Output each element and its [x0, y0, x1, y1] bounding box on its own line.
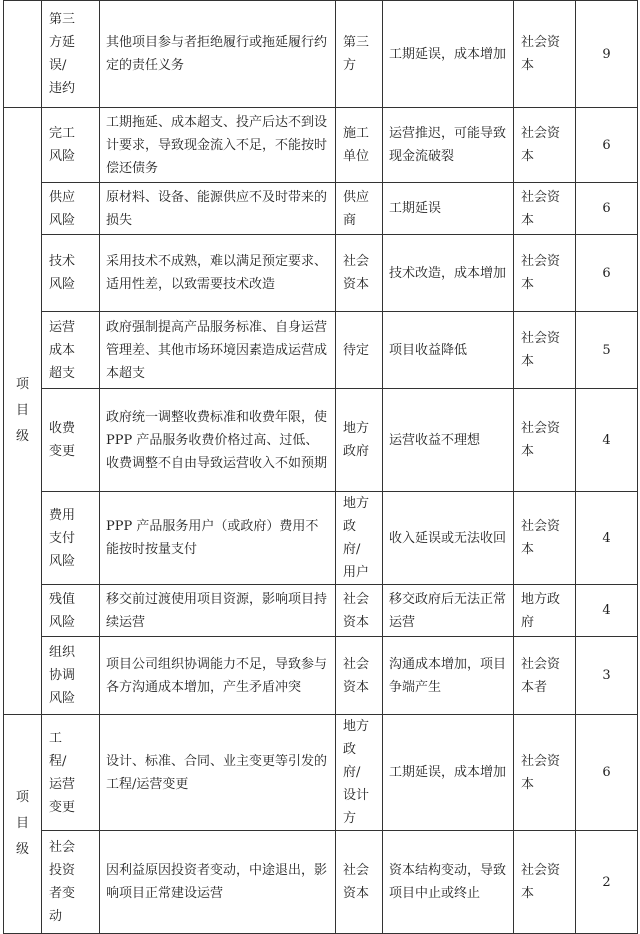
risk-description-cell: 项目公司组织协调能力不足，导致参与各方沟通成本增加，产生矛盾冲突: [100, 637, 336, 715]
table-row: [4, 108, 638, 183]
risk-bearer-cell: 社会资本: [514, 235, 576, 312]
level-cell: 项目级: [4, 108, 42, 715]
risk-bearer-cell: 社会资本: [514, 831, 576, 934]
impact-cell: 项目收益降低: [383, 312, 514, 389]
risk-description-cell: 采用技术不成熟，难以满足预定要求、适用性差，以致需要技术改造: [100, 235, 336, 312]
risk-score-cell: 4: [576, 389, 638, 492]
responsible-party-cell: 社会资本: [336, 235, 383, 312]
responsible-party-cell: 地方政府: [336, 389, 383, 492]
risk-description-cell: 政府强制提高产品服务标准、自身运营管理差、其他市场环境因素造成运营成本超支: [100, 312, 336, 389]
risk-score-cell: 3: [576, 637, 638, 715]
risk-score-cell: 6: [576, 235, 638, 312]
risk-bearer-cell: 社会资本: [514, 1, 576, 108]
risk-name-cell: 完工风险: [42, 108, 100, 183]
risk-name-cell: 第三方延误/违约: [42, 1, 100, 108]
risk-name-cell: 收费变更: [42, 389, 100, 492]
risk-bearer-cell: 社会资本: [514, 492, 576, 585]
impact-cell: 工期延误，成本增加: [383, 715, 514, 831]
impact-cell: 工期延误: [383, 183, 514, 235]
table-row: [4, 183, 638, 235]
table-row: [4, 1, 638, 108]
risk-score-cell: 4: [576, 492, 638, 585]
risk-score-cell: 2: [576, 831, 638, 934]
risk-description-cell: PPP 产品服务用户（或政府）费用不能按时按量支付: [100, 492, 336, 585]
responsible-party-cell: 地方政府/用户: [336, 492, 383, 585]
responsible-party-cell: 施工单位: [336, 108, 383, 183]
responsible-party-cell: 社会资本: [336, 831, 383, 934]
risk-bearer-cell: 社会资本: [514, 312, 576, 389]
risk-score-cell: 9: [576, 1, 638, 108]
risk-bearer-cell: 社会资本: [514, 108, 576, 183]
risk-description-cell: 其他项目参与者拒绝履行或拖延履行约定的责任义务: [100, 1, 336, 108]
risk-score-cell: 5: [576, 312, 638, 389]
risk-bearer-cell: 地方政府: [514, 585, 576, 637]
risk-bearer-cell: 社会资本: [514, 715, 576, 831]
risk-description-cell: 设计、标准、合同、业主变更等引发的工程/运营变更: [100, 715, 336, 831]
risk-name-cell: 技术风险: [42, 235, 100, 312]
impact-cell: 运营收益不理想: [383, 389, 514, 492]
table-row: [4, 235, 638, 312]
impact-cell: 移交政府后无法正常运营: [383, 585, 514, 637]
risk-name-cell: 组织协调风险: [42, 637, 100, 715]
responsible-party-cell: 社会资本: [336, 637, 383, 715]
responsible-party-cell: 待定: [336, 312, 383, 389]
risk-description-cell: 政府统一调整收费标准和收费年限，使 PPP 产品服务收费价格过高、过低、收费调整不自由导致运营收入不如预期: [100, 389, 336, 492]
impact-cell: 工期延误，成本增加: [383, 1, 514, 108]
responsible-party-cell: 社会资本: [336, 585, 383, 637]
impact-cell: 收入延误或无法收回: [383, 492, 514, 585]
impact-cell: 技术改造，成本增加: [383, 235, 514, 312]
risk-description-cell: 工期拖延、成本超支、投产后达不到设计要求，导致现金流入不足，不能按时偿还债务: [100, 108, 336, 183]
table-row: [4, 585, 638, 637]
risk-bearer-cell: 社会资本者: [514, 637, 576, 715]
responsible-party-cell: 第三方: [336, 1, 383, 108]
risk-score-cell: 4: [576, 585, 638, 637]
risk-description-cell: 因利益原因投资者变动，中途退出，影响项目正常建设运营: [100, 831, 336, 934]
risk-score-cell: 6: [576, 108, 638, 183]
risk-table: [3, 0, 638, 934]
impact-cell: 资本结构变动，导致项目中止或终止: [383, 831, 514, 934]
risk-name-cell: 社会投资者变动: [42, 831, 100, 934]
risk-name-cell: 费用支付风险: [42, 492, 100, 585]
risk-name-cell: 残值风险: [42, 585, 100, 637]
table-row: [4, 312, 638, 389]
responsible-party-cell: 地方政府/设计方: [336, 715, 383, 831]
risk-description-cell: 原材料、设备、能源供应不及时带来的损失: [100, 183, 336, 235]
table-row: [4, 389, 638, 492]
risk-name-cell: 运营成本超支: [42, 312, 100, 389]
risk-bearer-cell: 社会资本: [514, 183, 576, 235]
risk-bearer-cell: 社会资本: [514, 389, 576, 492]
table-row: [4, 715, 638, 831]
table-row: [4, 637, 638, 715]
risk-name-cell: 供应风险: [42, 183, 100, 235]
risk-name-cell: 工程/运营变更: [42, 715, 100, 831]
risk-score-cell: 6: [576, 715, 638, 831]
level-cell: [4, 1, 42, 108]
table-row: [4, 831, 638, 934]
impact-cell: 沟通成本增加，项目争端产生: [383, 637, 514, 715]
risk-description-cell: 移交前过渡使用项目资源，影响项目持续运营: [100, 585, 336, 637]
level-cell: 项目级: [4, 715, 42, 934]
responsible-party-cell: 供应商: [336, 183, 383, 235]
table-row: [4, 492, 638, 585]
impact-cell: 运营推迟，可能导致现金流破裂: [383, 108, 514, 183]
risk-score-cell: 6: [576, 183, 638, 235]
